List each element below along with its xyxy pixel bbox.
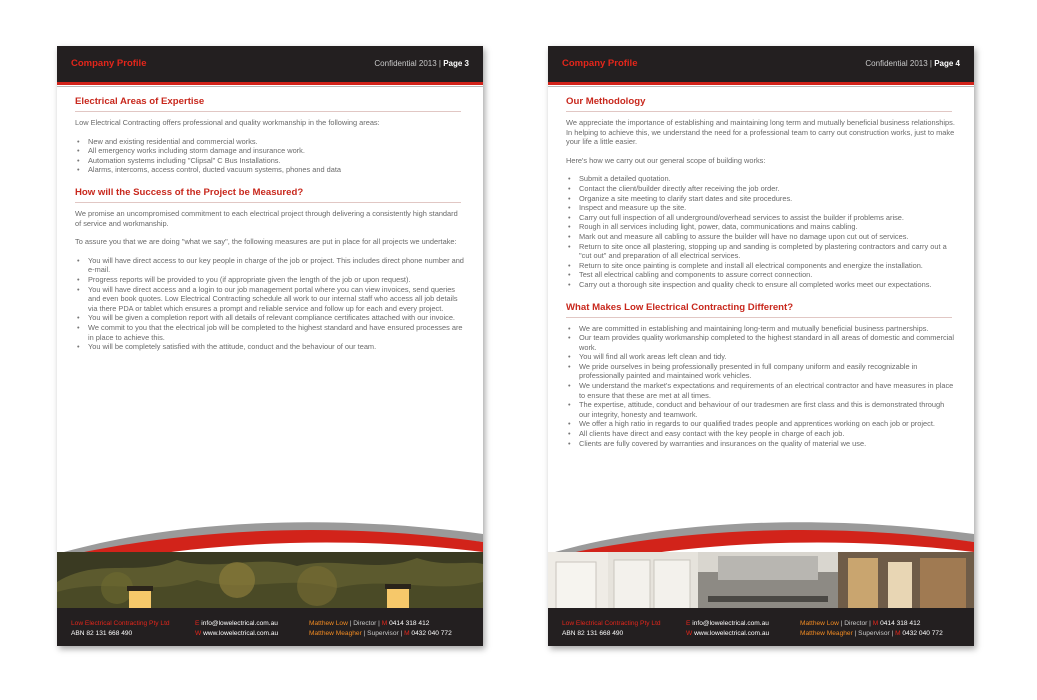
list-item: • Mark out and measure all cabling to assure the builder will have no damage upon cut out of services. [566, 232, 956, 242]
list-item: • Progress reports will be provided to you (if appropriate given the length of the job or upon request). [75, 275, 465, 285]
contact-phone: 0414 318 412 [880, 620, 921, 627]
header-page-info [374, 59, 469, 68]
header-red-rule [548, 82, 974, 85]
page-header [548, 46, 974, 82]
page-number: Page 4 [934, 59, 960, 68]
list-item: • Carry out a thorough site inspection and quality check to ensure all completed works meet our expectations. [566, 280, 956, 290]
paragraph: Low Electrical Contracting offers professional and quality workmanship in the following areas: [75, 118, 380, 127]
contact-phone: 0432 040 772 [411, 630, 452, 637]
section-heading: Our Methodology [566, 96, 646, 107]
heading-rule [566, 111, 952, 112]
bullet-list [566, 174, 956, 289]
list-item: • We offer a high ratio in regards to our qualified trades people and apprentices working on each job or project. [566, 419, 956, 429]
list-item: • Return to site once all plastering, stopping up and sanding is completed by plastering contractors and carry out a "cut out" and preparation of all electrical services. [566, 242, 956, 261]
list-item: • We pride ourselves in being professionally presented in full company uniform and easily recognizable in professionally painted and maintained work vehicles. [566, 362, 956, 381]
contact-name: Matthew Meagher [309, 630, 362, 637]
list-item: • You will have direct access to our key people in charge of the job or project. This includes direct phone number and e-mail. [75, 256, 465, 275]
mobile-label: M [381, 620, 388, 627]
email-label: E [195, 620, 200, 627]
list-item: • You will find all work areas left clean and tidy. [566, 352, 956, 362]
contact-name: Matthew Low [800, 620, 839, 627]
page-header [57, 46, 483, 82]
contact-role: | Supervisor | [363, 630, 403, 637]
footer-company: Low Electrical Contracting Pty Ltd [562, 620, 661, 627]
footer-company-block [71, 619, 170, 639]
brochure-page-3 [57, 46, 483, 646]
confidential-label: Confidential 2013 | [374, 59, 441, 68]
list-item: • Clients are fully covered by warranties and insurances on the quality of material we use. [566, 439, 956, 449]
footer-people-block [800, 619, 943, 639]
bullet-list [75, 256, 465, 352]
heading-rule [566, 317, 952, 318]
contact-role: | Supervisor | [854, 630, 894, 637]
list-item: • We are committed in establishing and maintaining long-term and mutually beneficial business partnerships. [566, 324, 956, 334]
footer-email[interactable]: info@lowelectrical.com.au [201, 620, 278, 627]
section-heading: How will the Success of the Project be Measured? [75, 186, 304, 198]
list-item: • Alarms, intercoms, access control, ducted vacuum systems, phones and data [75, 165, 465, 175]
contact-phone: 0432 040 772 [902, 630, 943, 637]
contact-phone: 0414 318 412 [389, 620, 430, 627]
list-item: • We understand the market's expectations and requirements of an electrical contractor and have measures in place to ensure that these are met at all times. [566, 381, 956, 400]
header-title: Company Profile [562, 58, 638, 69]
web-label: W [195, 630, 202, 637]
bullet-list [75, 137, 465, 175]
footer-contact-block [195, 619, 278, 639]
paragraph: We promise an uncompromised commitment to each electrical project through delivering a consistently high standard of service and workmanship. [75, 208, 458, 228]
header-title: Company Profile [71, 58, 147, 69]
list-item: • The expertise, attitude, conduct and behaviour of our tradesmen are first class and this is demonstrated through our integrity, honesty and teamwork. [566, 400, 956, 419]
page-number: Page 3 [443, 59, 469, 68]
header-grey-rule [57, 86, 483, 87]
email-label: E [686, 620, 691, 627]
header-page-info [865, 59, 960, 68]
footer-email[interactable]: info@lowelectrical.com.au [692, 620, 769, 627]
paragraph: We appreciate the importance of establishing and maintaining long term and mutually beneficial business relationships. In helping to achieve this, we understand the need for a professional team to carry out construction works, just to make your life a little easier. [566, 118, 955, 147]
page-footer [548, 608, 974, 646]
heading-rule [75, 111, 461, 112]
contact-role: | Director | [349, 620, 380, 627]
list-item: • Carry out full inspection of all underground/overhead services to assist the builder if problems arise. [566, 213, 956, 223]
list-item: • All emergency works including storm damage and insurance work. [75, 146, 465, 156]
list-item: • Inspect and measure up the site. [566, 203, 956, 213]
confidential-label: Confidential 2013 | [865, 59, 932, 68]
list-item: • Organize a site meeting to clarify start dates and site procedures. [566, 194, 956, 204]
list-item: • Return to site once painting is complete and install all electrical components and energize the installation. [566, 261, 956, 271]
list-item: • Submit a detailed quotation. [566, 174, 956, 184]
contact-role: | Director | [840, 620, 871, 627]
page-content [75, 96, 465, 364]
list-item: • Our team provides quality workmanship completed to the highest standard in all areas of domestic and commercial work. [566, 333, 956, 352]
footer-website[interactable]: www.lowelectrical.com.au [694, 630, 770, 637]
heading-rule [75, 202, 461, 203]
list-item: • New and existing residential and commercial works. [75, 137, 465, 147]
footer-abn: ABN 82 131 668 490 [71, 630, 133, 637]
list-item: • Contact the client/builder directly after receiving the job order. [566, 184, 956, 194]
list-item: • All clients have direct and easy contact with the key people in charge of each job. [566, 429, 956, 439]
list-item: • Automation systems including "Clipsal" C Bus Installations. [75, 156, 465, 166]
paragraph: Here's how we carry out our general scope of building works: [566, 155, 766, 165]
footer-contact-block [686, 619, 769, 639]
header-grey-rule [548, 86, 974, 87]
mobile-label: M [895, 630, 901, 637]
section-heading: What Makes Low Electrical Contracting Different? [566, 301, 794, 313]
header-red-rule [57, 82, 483, 85]
footer-people-block [309, 619, 452, 639]
contact-name: Matthew Meagher [800, 630, 853, 637]
footer-website[interactable]: www.lowelectrical.com.au [203, 630, 279, 637]
mobile-label: M [404, 630, 410, 637]
mobile-label: M [872, 620, 879, 627]
brochure-page-4 [548, 46, 974, 646]
footer-company: Low Electrical Contracting Pty Ltd [71, 620, 170, 627]
list-item: • Test all electrical cabling and components to assure correct connection. [566, 270, 956, 280]
web-label: W [686, 630, 693, 637]
paragraph: To assure you that we are doing "what we say", the following measures are put in place for all projects we undertake: [75, 237, 457, 247]
contact-name: Matthew Low [309, 620, 348, 627]
footer-abn: ABN 82 131 668 490 [562, 630, 624, 637]
list-item: • You will be given a completion report with all details of relevant compliance certificates attached with our invoice. [75, 313, 465, 323]
list-item: • You will be completely satisfied with the attitude, conduct and the behaviour of our team. [75, 342, 465, 352]
page-footer [57, 608, 483, 646]
page-content [566, 96, 956, 460]
footer-company-block [562, 619, 661, 639]
list-item: • Rough in all services including light, power, data, communications and mains cabling. [566, 222, 956, 232]
bullet-list [566, 324, 956, 449]
list-item: • You will have direct access and a login to our job management portal where you can view invoices, send queries and even book quotes. Low Electrical Contracting schedule all work to our internal staff who access all job details via there PDA or tablet which ensures a prompt and reliable service and follow up for each and every project. [75, 285, 465, 314]
section-heading: Electrical Areas of Expertise [75, 96, 205, 107]
list-item: • We commit to you that the electrical job will be completed to the highest standard and have ensured processes are in place to achieve this. [75, 323, 465, 342]
